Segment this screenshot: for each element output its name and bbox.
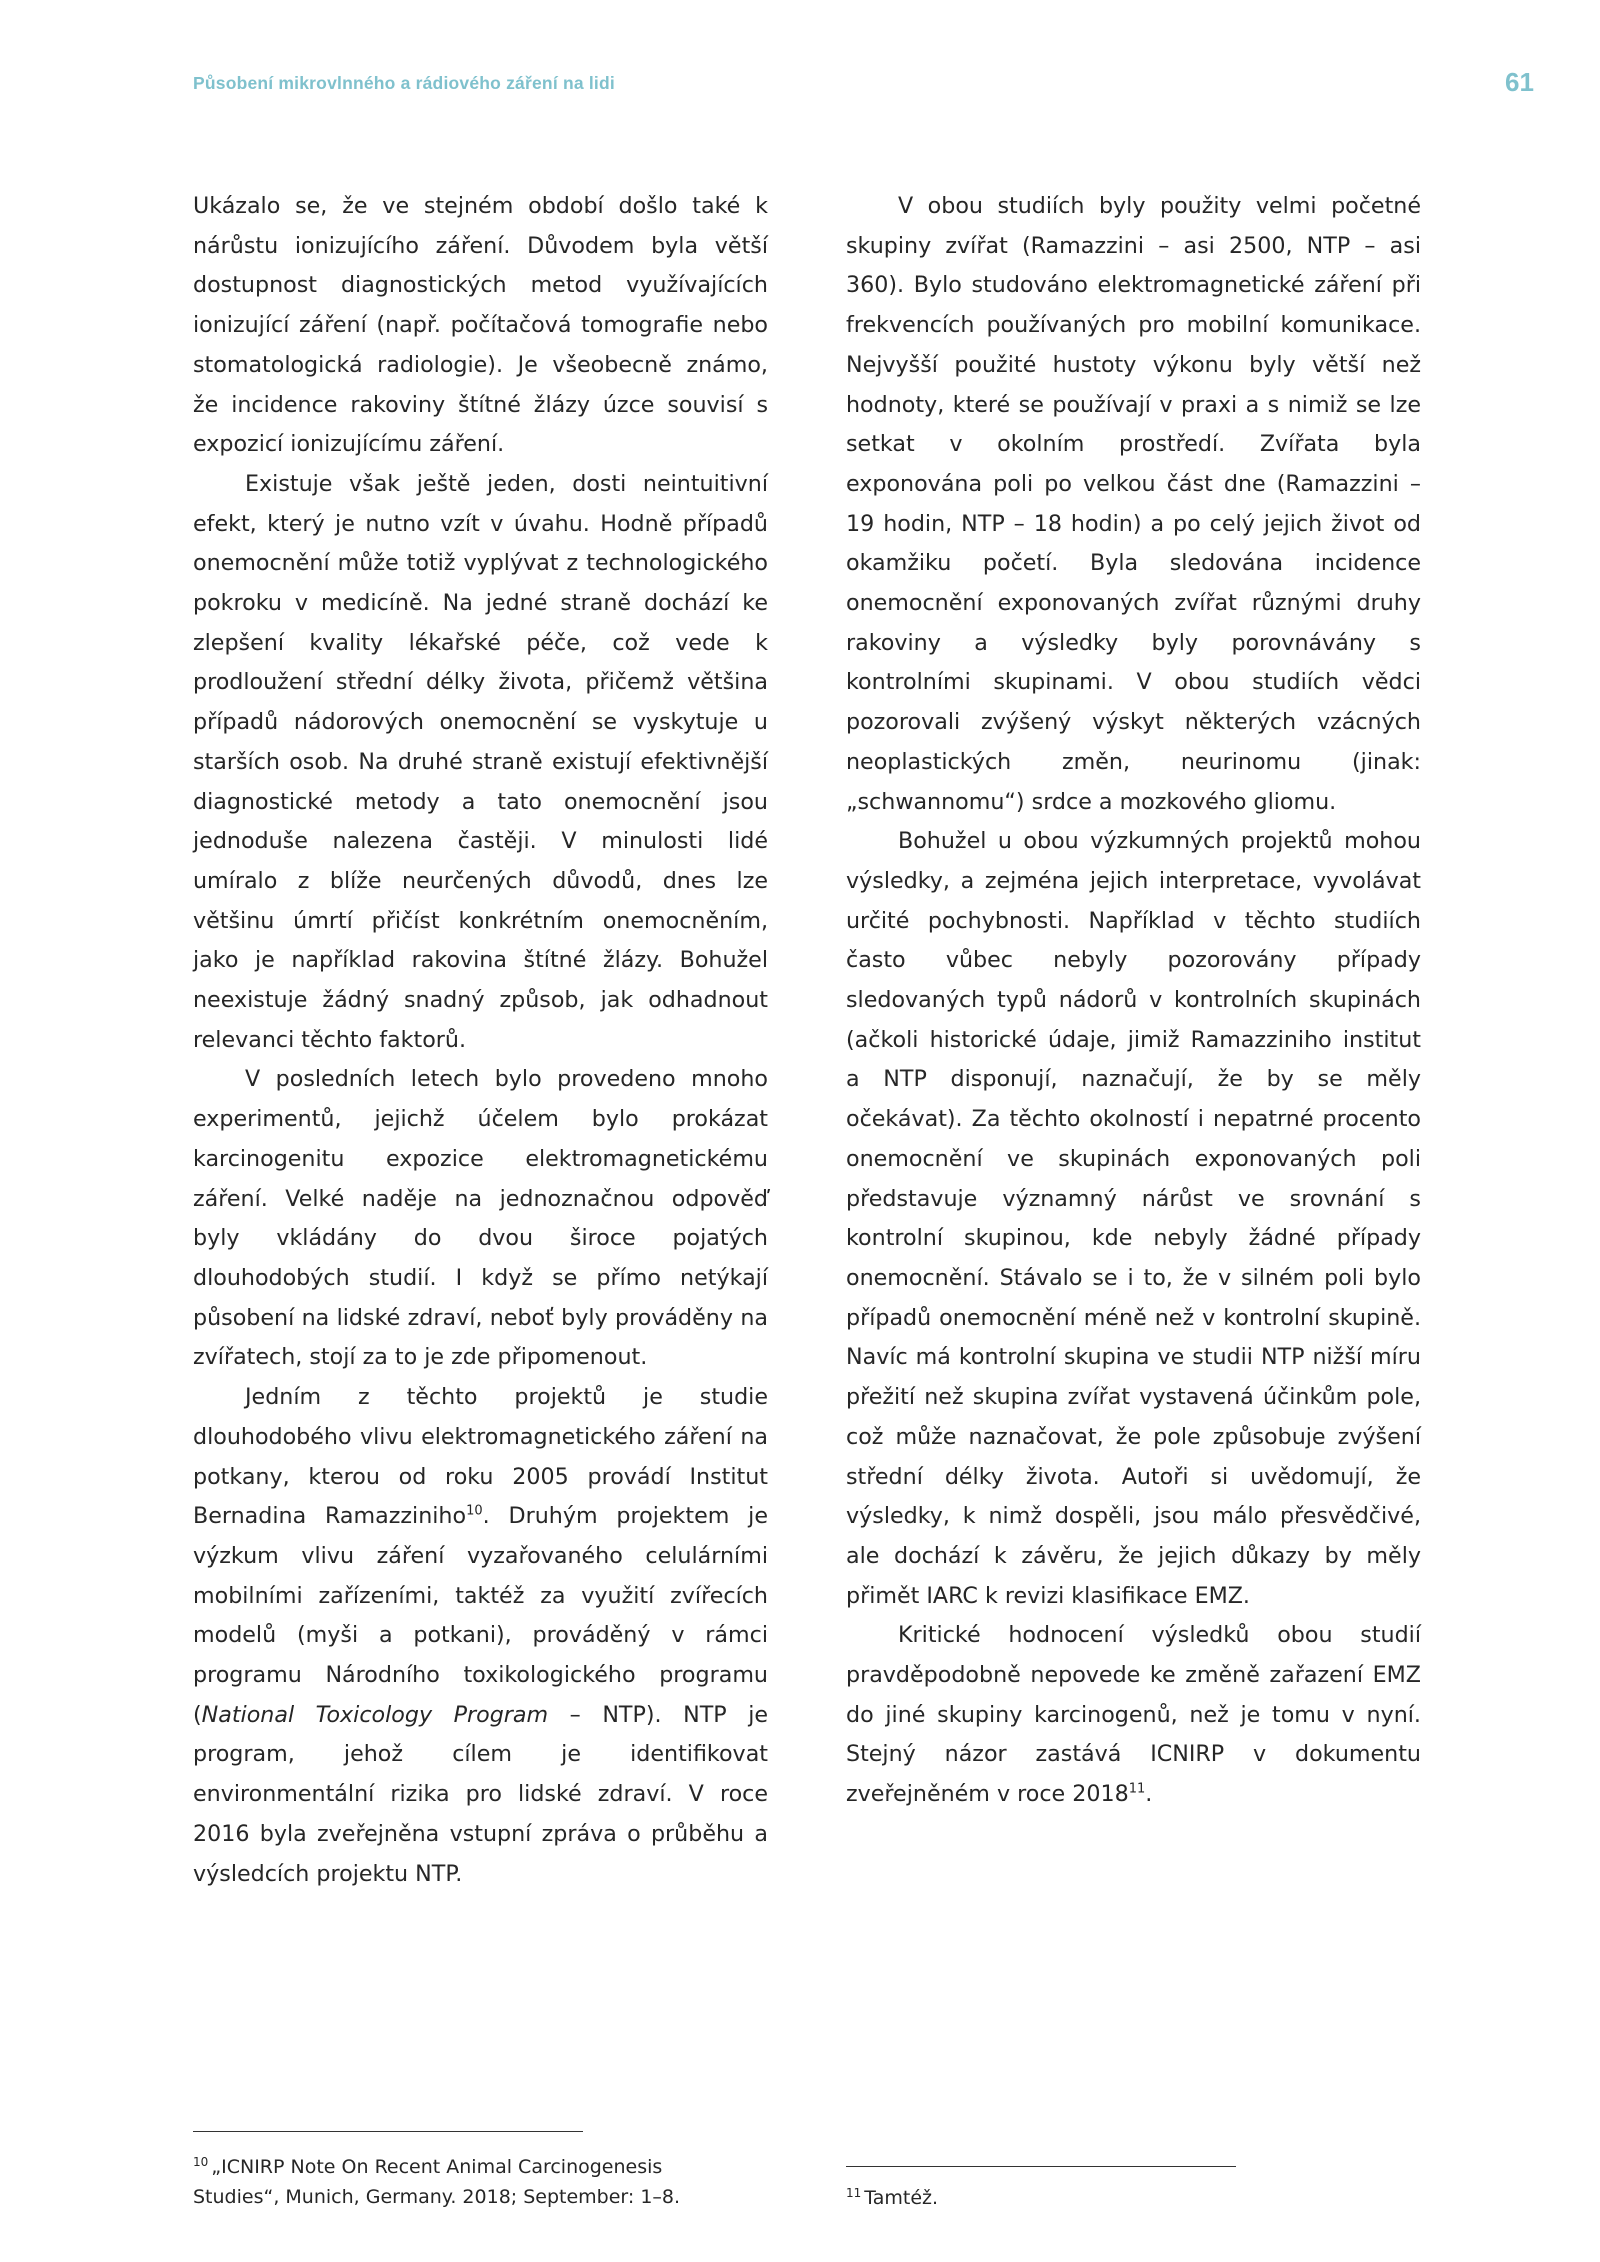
paragraph-text: . — [1145, 1781, 1153, 1808]
paragraph: V obou studiích byly použity velmi početné skupiny zvířat (Ramazzini – asi 2500, NTP – asi 360). Bylo studováno elektromagnetické záření při frekvencích používaných pro mobilní komunikace. Nejvyšší použité hustoty výkonu byly větší než hodnoty, které se používají v praxi a s nimiž se lze setkat v okolním prostředí. Zvířata byla exponována poli po velkou část dne (Ramazzini – 19 hodin, NTP – 18 hodin) a po celý jejich život od okamžiku početí. Byla sledována incidence onemocnění exponovaných zvířat různými druhy rakoviny a výsledky byly porovnávány s kontrolními skupinami. V obou studiích vědci pozorovali zvýšený výskyt některých vzácných neoplastických změn, neurinomu (jinak: „schwannomu“) srdce a mozkového gliomu. — [846, 193, 1421, 815]
right-column — [846, 187, 1421, 1815]
footnote-number: 10 — [193, 2154, 209, 2169]
paragraph: Ukázalo se, že ve stejném období došlo také k nárůstu ionizujícího záření. Důvodem byla větší dostupnost diagnostických metod využívajících ionizující záření (např. počítačová tomografie nebo stomatologická radiologie). Je všeobecně známo, že incidence rakoviny štítné žlázy úzce souvisí s expozicí ionizujícímu záření. — [193, 193, 768, 458]
paragraph — [193, 1378, 768, 1894]
paragraph-text: Kritické hodnocení výsledků obou studií pravděpodobně nepovede ke změně zařazení EMZ do jiné skupiny karcinogenů, než je tomu v nyní. Stejný názor zastává ICNIRP v dokumentu zveřejněném v roce 2018 — [846, 1622, 1421, 1808]
left-column — [193, 187, 768, 1894]
footnote-reference: 10 — [466, 1503, 483, 1519]
paragraph: V posledních letech bylo provedeno mnoho experimentů, jejichž účelem bylo prokázat karcinogenitu expozice elektromagnetickému záření. Velké naděje na jednoznačnou odpověď byly vkládány do dvou široce pojatých dlouhodobých studií. I když se přímo netýkají působení na lidské zdraví, neboť byly prováděny na zvířatech, stojí za to je zde připomenout. — [193, 1066, 768, 1371]
paragraph-text: Jedním z těchto projektů je studie dlouhodobého vlivu elektromagnetického záření na potkany, kterou od roku 2005 provádí Institut Bernadina Ramazziniho — [193, 1384, 768, 1530]
footnote-number: 11 — [846, 2185, 862, 2200]
footnote-divider — [193, 2131, 583, 2132]
footnote-divider — [846, 2166, 1236, 2167]
page-number: 61 — [1505, 67, 1534, 97]
footnote-11 — [846, 2183, 1406, 2213]
footnote-text: „ICNIRP Note On Recent Animal Carcinogenesis Studies“, Munich, Germany. 2018; September: 1–8. — [193, 2156, 681, 2208]
footnote-text: Tamtéž. — [864, 2187, 939, 2209]
italic-term: National Toxicology Program — [201, 1701, 549, 1728]
footnote-10 — [193, 2152, 753, 2212]
paragraph: Bohužel u obou výzkumných projektů mohou výsledky, a zejména jejich interpretace, vyvolávat určité pochybnosti. Například v těchto studiích často vůbec nebyly pozorovány případy sledovaných typů nádorů v kontrolních skupinách (ačkoli historické údaje, jimiž Ramazziniho institut a NTP disponují, naznačují, že by se měly očekávat). Za těchto okolností i nepatrné procento onemocnění ve skupinách exponovaných poli představuje významný nárůst ve srovnání s kontrolní skupinou, kde nebyly žádné případy onemocnění. Stávalo se i to, že v silném poli bylo případů onemocnění méně než v kontrolní skupině. Navíc má kontrolní skupina ve studii NTP nižší míru přežití než skupina zvířat vystavená účinkům pole, což může naznačovat, že pole způsobuje zvýšení střední délky života. Autoři si uvědomují, že výsledky, k nimž dospěli, jsou málo přesvědčivé, ale dochází k závěru, že jejich důkazy by měly přimět IARC k revizi klasifikace EMZ. — [846, 828, 1421, 1609]
paragraph — [846, 1616, 1421, 1815]
footnote-reference: 11 — [1128, 1781, 1146, 1797]
paragraph-text: – NTP). NTP je program, jehož cílem je identifikovat environmentální rizika pro lidské zdraví. V roce 2016 byla zveřejněna vstupní zpráva o průběhu a výsledcích projektu NTP. — [193, 1701, 769, 1887]
paragraph-text: . Druhým projektem je výzkum vlivu záření vyzařovaného celulárními mobilními zařízeními, taktéž za využití zvířecích modelů (myši a potkani), prováděný v rámci programu Národního toxikologického programu ( — [193, 1503, 768, 1728]
paragraph: Existuje však ještě jeden, dosti neintuitivní efekt, který je nutno vzít v úvahu. Hodně případů onemocnění může totiž vyplývat z technologického pokroku v medicíně. Na jedné straně dochází ke zlepšení kvality lékařské péče, což vede k prodloužení střední délky života, přičemž většina případů nádorových onemocnění se vyskytuje u starších osob. Na druhé straně existují efektivnější diagnostické metody a tato onemocnění jsou jednoduše nalezena častěji. V minulosti lidé umíralo z blíže neurčených důvodů, dnes lze většinu úmrtí přičíst konkrétním onemocněním, jako je například rakovina štítné žlázy. Bohužel neexistuje žádný snadný způsob, jak odhadnout relevanci těchto faktorů. — [193, 470, 768, 1053]
running-title: Působení mikrovlnného a rádiového záření na lidi — [193, 73, 615, 93]
